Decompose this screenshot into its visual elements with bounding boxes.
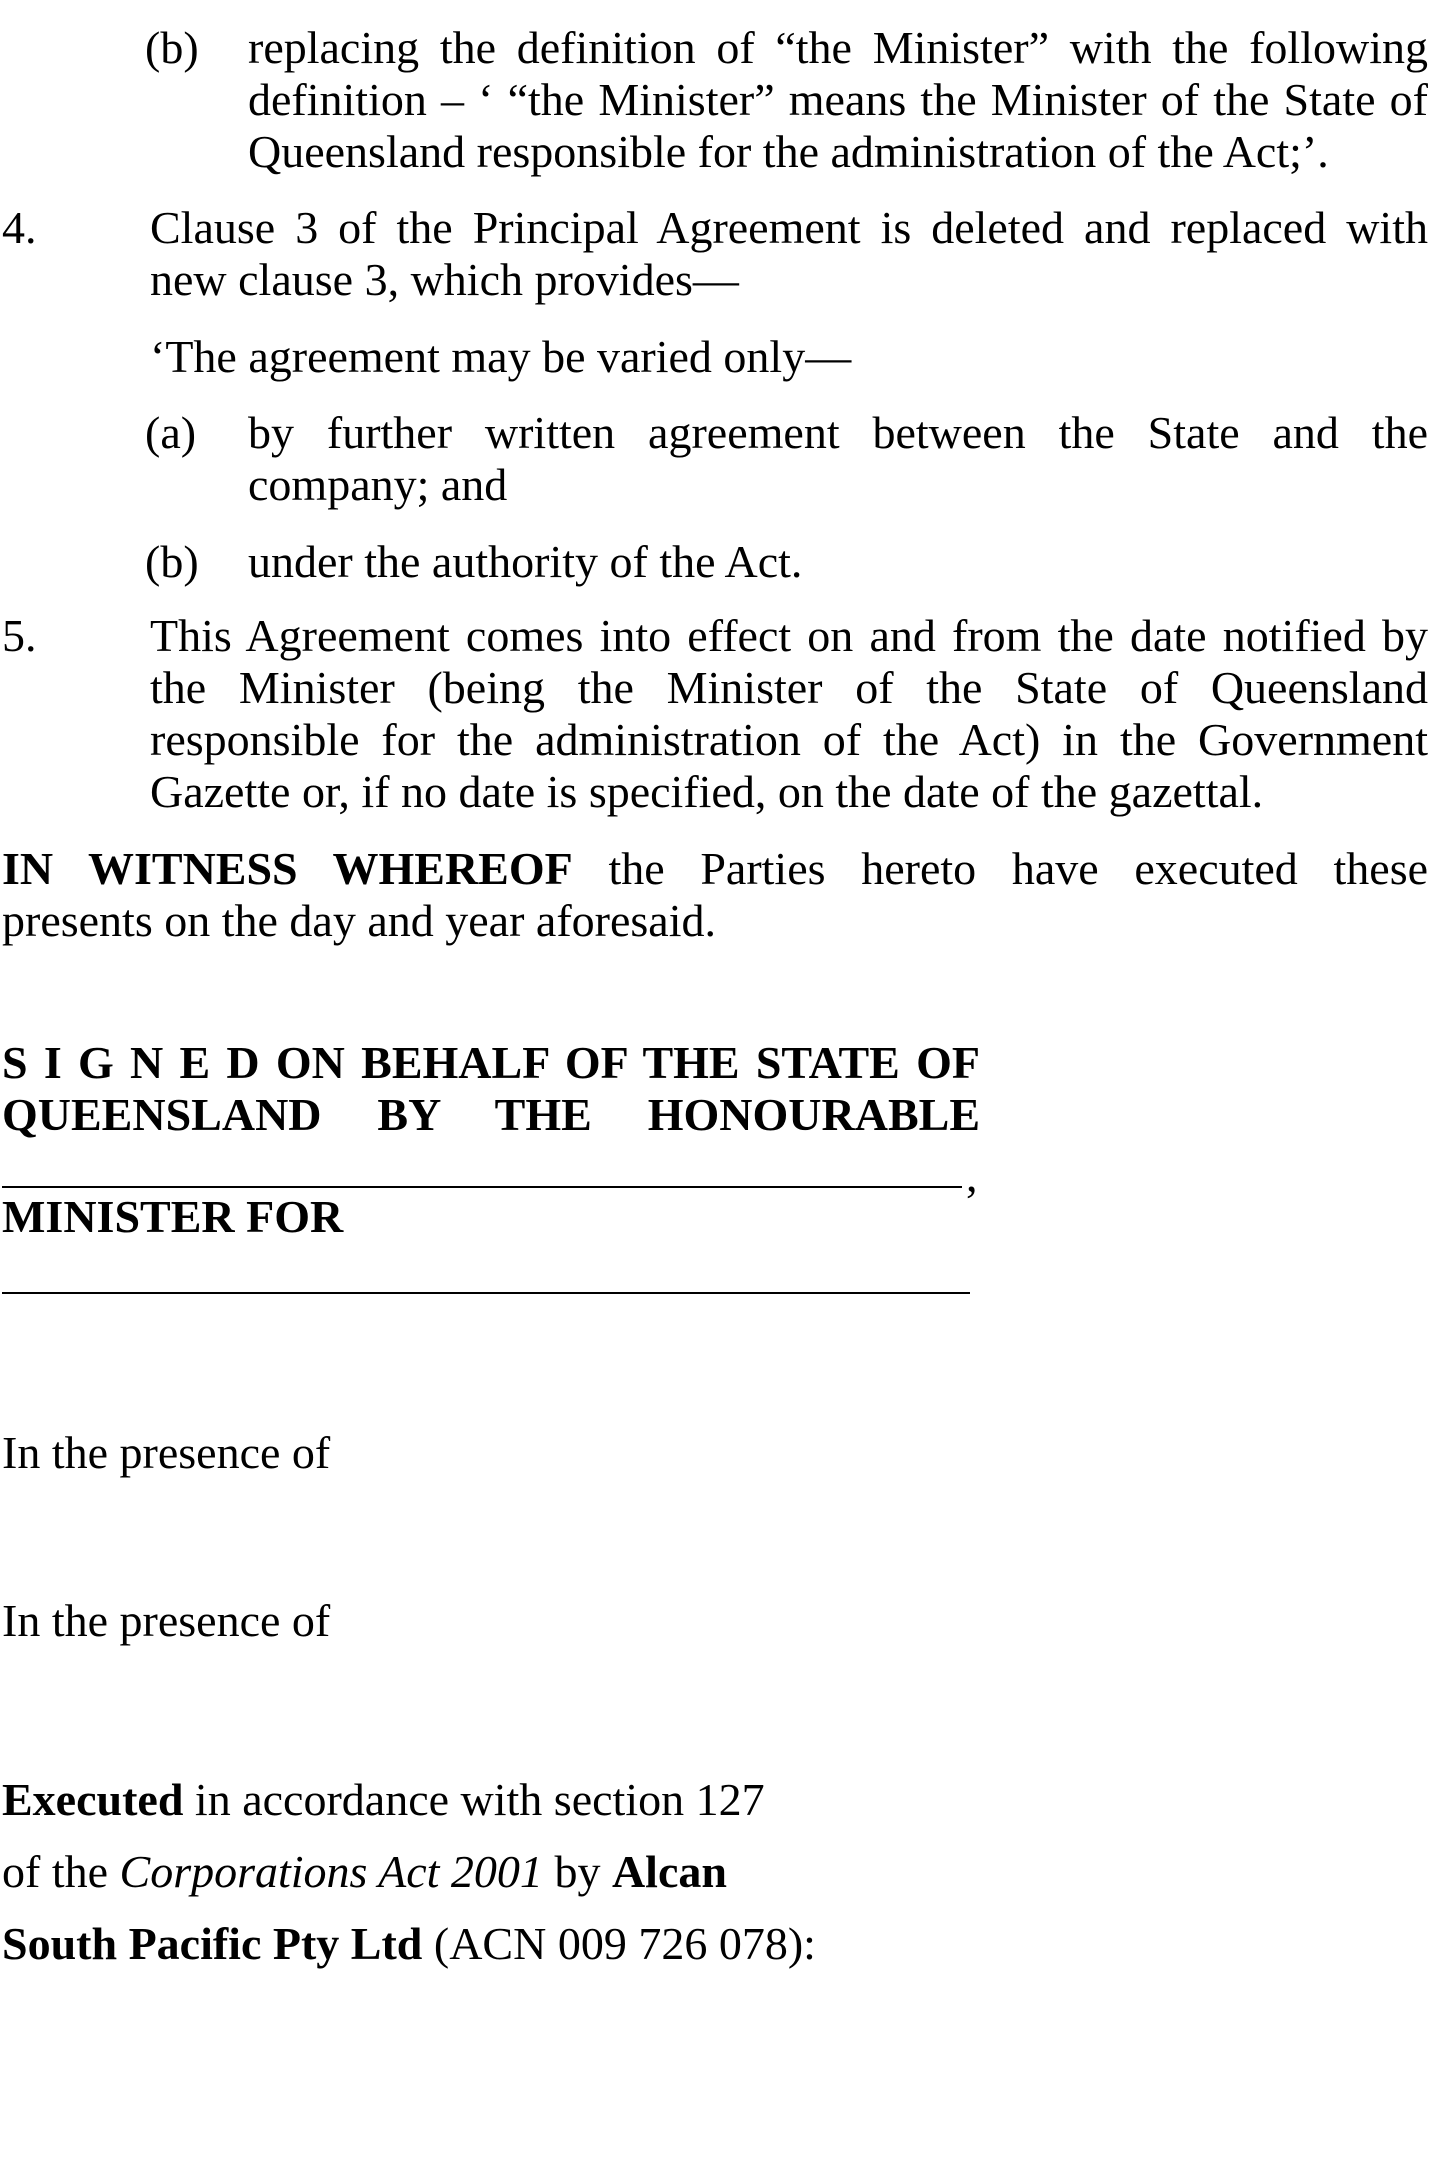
item-3b-line-1: replacing the definition of “the Minister” with the following [248, 22, 1428, 73]
clause-4-sub-a-line-2: company; and [248, 459, 508, 510]
executed-line-3 [2, 1918, 816, 1970]
presence-label-1: In the presence of [2, 1427, 331, 1478]
company-name-part-1: Alcan [611, 1846, 727, 1897]
witness-line-2: presents on the day and year aforesaid. [2, 895, 716, 946]
signed-line-1: S I G N E D ON BEHALF OF THE STATE OF [2, 1037, 980, 1088]
signed-block [2, 1037, 980, 1141]
item-3b-line-3: Queensland responsible for the administration of the Act;’. [248, 126, 1329, 177]
clause-4-number: 4. [2, 202, 37, 253]
witness-line-1-rest: the Parties hereto have executed these [608, 843, 1429, 894]
signature-line-comma: , [966, 1150, 978, 1201]
clause-4-sub-a-text [248, 407, 1428, 511]
clause-4-sub-b-label: (b) [145, 536, 199, 587]
executed-line-1-rest: in accordance with section 127 [183, 1774, 765, 1825]
item-3b-text [248, 22, 1428, 178]
company-name-part-2: South Pacific Pty Ltd [2, 1918, 423, 1969]
executed-bold: Executed [2, 1774, 184, 1825]
clause-4-line-2: new clause 3, which provides— [150, 254, 739, 305]
executed-line-1 [2, 1774, 765, 1826]
executed-line-3-rest: (ACN 009 726 078): [422, 1918, 816, 1969]
witness-paragraph [2, 843, 1428, 947]
item-3b-label: (b) [145, 22, 199, 73]
clause-5-text [150, 610, 1428, 818]
clause-4-line-1: Clause 3 of the Principal Agreement is deleted and replaced with [150, 202, 1428, 253]
signature-line-portfolio [2, 1292, 970, 1294]
clause-4-sub-b-text: under the authority of the Act. [248, 536, 803, 587]
clause-5-line-3: responsible for the administration of the Act) in the Government [150, 714, 1428, 765]
presence-label-2: In the presence of [2, 1595, 331, 1646]
signed-line-2: QUEENSLAND BY THE HONOURABLE [2, 1089, 980, 1140]
witness-line-1 [2, 843, 1428, 895]
executed-line-2 [2, 1846, 727, 1898]
clause-4-text [150, 202, 1428, 306]
executed-line-2-mid: by [542, 1846, 612, 1897]
clause-4-sub-a-line-1: by further written agreement between the State and the [248, 407, 1428, 458]
clause-5-line-2: the Minister (being the Minister of the State of Queensland [150, 662, 1428, 713]
clause-5-line-4: Gazette or, if no date is specified, on the date of the gazettal. [150, 766, 1264, 817]
minister-for-label: MINISTER FOR [2, 1191, 344, 1242]
item-3b-line-2: definition – ‘ “the Minister” means the Minister of the State of [248, 74, 1428, 125]
clause-4-sub-a-label: (a) [145, 407, 197, 458]
clause-4-intro: ‘The agreement may be varied only— [150, 331, 852, 382]
witness-bold-lead: IN WITNESS WHEREOF [2, 843, 573, 894]
clause-5-number: 5. [2, 610, 37, 661]
signature-line-minister-name [2, 1186, 962, 1188]
executed-line-2-prefix: of the [2, 1846, 120, 1897]
corporations-act-title: Corporations Act 2001 [119, 1846, 543, 1897]
clause-5-line-1: This Agreement comes into effect on and from the date notified by [150, 610, 1428, 661]
